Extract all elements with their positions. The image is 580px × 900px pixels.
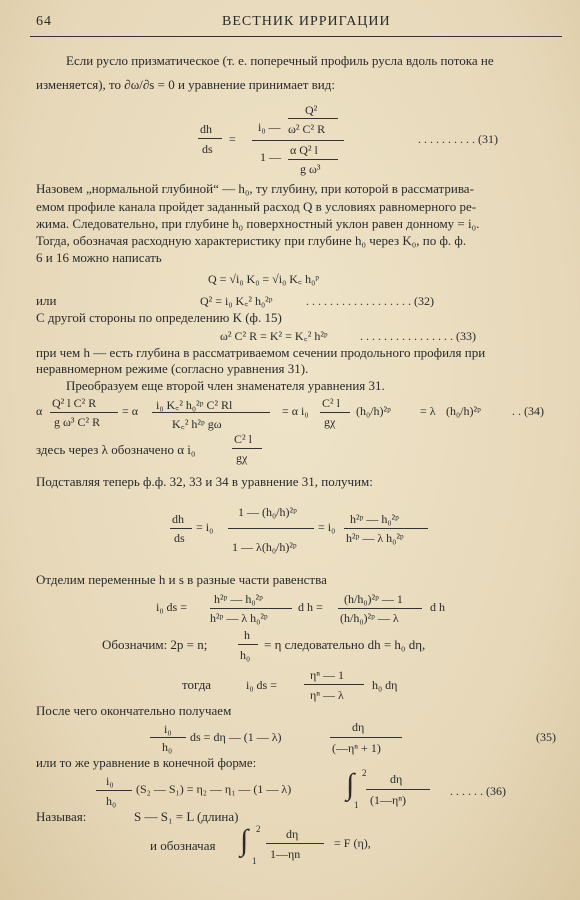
eq31-den-a: 1 — <box>260 150 281 164</box>
p10-num: ηⁿ — 1 <box>310 668 345 682</box>
eq31-den-q: α Q² l <box>290 143 318 157</box>
eq36-num: i₀ <box>106 774 114 788</box>
eqsep-num: h²ᵖ — h₀²ᵖ <box>214 592 263 606</box>
eq36-den: h₀ <box>106 794 117 808</box>
text-line: 6 и 16 можно написать <box>36 250 162 265</box>
text-or: или <box>36 293 57 308</box>
eq36-num2: dη <box>390 772 403 786</box>
eqsub-lhs-num: dh <box>172 512 184 526</box>
eqsub-r-num: h²ᵖ — h₀²ᵖ <box>350 512 399 526</box>
eq36-int-lo: 1 <box>354 800 359 810</box>
eqsep-den2: (h/h₀)²ᵖ — λ <box>340 611 399 625</box>
eq34-f1-den: g ω³ C² R <box>54 415 101 429</box>
eqsep-lhs: i₀ ds = <box>156 600 187 614</box>
eq31-lhs-num: dh <box>200 122 212 136</box>
header-rule <box>30 36 562 37</box>
journal-title: ВЕСТНИК ИРРИГАЦИИ <box>222 14 391 29</box>
eq32-label: . . . . . . . . . . . . . . . . . . (32) <box>306 294 434 308</box>
page-number: 64 <box>36 14 52 29</box>
text-line: = η следовательно dh = h₀ dη, <box>264 637 426 652</box>
eq31-label: . . . . . . . . . . (31) <box>418 132 498 146</box>
eqsep-mid: d h = <box>298 600 323 614</box>
eq35-num2: dη <box>352 720 365 734</box>
text-line: Обозначим: 2p = n; <box>102 637 208 652</box>
text-line: тогда <box>182 677 212 692</box>
eqsep-den: h²ᵖ — λ h₀²ᵖ <box>210 611 268 625</box>
p10-rhs: h₀ dη <box>372 678 398 692</box>
text-line: После чего окончательно получаем <box>36 703 232 718</box>
eq34-eq1: = α <box>122 404 139 418</box>
eqsub-r-den: h²ᵖ — λ h₀²ᵖ <box>346 531 404 545</box>
eq36-int-up: 2 <box>362 768 367 778</box>
eq35-den2: (—ηⁿ + 1) <box>332 741 381 755</box>
text-line: здесь через λ обозначено α i₀ <box>36 442 196 457</box>
text-line: Преобразуем еще второй член знаменателя уравнения 31. <box>66 378 385 393</box>
eq34-paren1: (h₀/h)²ᵖ <box>356 404 391 418</box>
text-line: S — S₁ = L (длина) <box>134 809 239 824</box>
eq34-eq2: = α i₀ <box>282 404 309 418</box>
p9-num: h <box>244 628 250 642</box>
eq34-f2-num: i₀ K꜀² h₀²ᵖ C² Rl <box>156 398 233 412</box>
p10-lhs: i₀ ds = <box>246 678 277 692</box>
eqsub-den: 1 — λ(h₀/h)²ᵖ <box>232 540 297 554</box>
text-line: при чем h — есть глубина в рассматриваемом сечении продольного профиля при <box>36 345 486 360</box>
eq34-f3-den: gχ <box>324 415 336 429</box>
eqsub-eq: = i₀ <box>196 520 214 534</box>
p14-den: 1—ηn <box>270 847 301 861</box>
integral-sign-icon: ∫ <box>240 824 249 857</box>
eq34-alpha: α <box>36 404 43 418</box>
p6-den: gχ <box>236 451 248 465</box>
p10-den: ηⁿ — λ <box>310 688 344 702</box>
eq31-num-q: Q² <box>305 103 318 117</box>
eq31-num-b: ω² C² R <box>288 122 326 136</box>
eqsep-rhs: d h <box>430 600 445 614</box>
eq36-mid: (S₂ — S₁) = η₂ — η₁ — (1 — λ) <box>136 782 292 796</box>
p14-int-up: 2 <box>256 824 261 834</box>
eqsub-lhs-den: ds <box>174 531 185 545</box>
p9-den: h₀ <box>240 648 251 662</box>
text-line: или то же уравнение в конечной форме: <box>36 755 257 770</box>
eq35-mid: ds = dη — (1 — λ) <box>190 730 282 744</box>
text-line: С другой стороны по определению K (ф. 15) <box>36 310 282 325</box>
eq34-label: . . (34) <box>512 404 544 418</box>
eq35-den: h₀ <box>162 740 173 754</box>
text-line: неравномерном режиме (согласно уравнения 31). <box>36 361 309 376</box>
p6-num: C² l <box>234 432 252 446</box>
eq36-den2: (1—ηⁿ) <box>370 793 407 807</box>
eq33-label: . . . . . . . . . . . . . . . . (33) <box>360 329 476 343</box>
eq34-paren2: (h₀/h)²ᵖ <box>446 404 481 418</box>
eq33: ω² C² R = K² = K꜀² h²ᵖ <box>220 329 328 343</box>
eq31-den-b: g ω³ <box>300 162 321 176</box>
text-line: и обозначая <box>150 838 216 853</box>
eq34-f2-den: K꜀² h²ᵖ gω <box>172 417 222 431</box>
text-line: емом профиле канала пройдет заданный расход Q в условиях равномерного ре- <box>36 199 477 214</box>
p14-int-lo: 1 <box>252 856 257 866</box>
eq31-num-a: i₀ — <box>258 120 281 134</box>
eq31-lhs-den: ds <box>202 142 213 156</box>
text-line: жима. Следовательно, при глубине h₀ поверхностный уклон равен донному = i₀. <box>36 216 480 231</box>
eqsub-eq2: = i₀ <box>318 520 336 534</box>
text-line: Тогда, обозначая расходную характеристику при глубине h₀ через K₀, по ф. ф. <box>36 233 467 248</box>
eq34-eq3: = λ <box>420 404 436 418</box>
eq32: Q² = i₀ K꜀² h₀²ᵖ <box>200 294 273 308</box>
eqsep-num2: (h/h₀)²ᵖ — 1 <box>344 592 403 606</box>
journal-page: 64 ВЕСТНИК ИРРИГАЦИИ Если русло призматическое (т. е. поперечный профиль русла вдоль потока не изменяется), то ∂ω/∂s = 0 и уравнение принимает вид: dh ds = i₀ — Q² ω² C² R 1 — α Q² l g ω³ . . . . . . . . . . (31) Назовем „нормальной глубиной“ — h₀, ту глубину, при которой в рассматрива- емом профиле канала пройдет заданный расход Q в условиях равномерного ре- жима. Следовательно, при глубине h₀ поверхностный уклон равен донному = i₀. Тогда, обозначая расходную характеристику при глубине h₀ через K₀, по ф. ф. 6 и 16 можно написать Q = √i₀ K₀ = √i₀ K꜀ h₀ᵖ или Q² = i₀ K꜀² h₀²ᵖ . . . . . . . . . . . . . . . . . . (32) С другой стороны по определению K (ф. 15) ω² C² R = K² = K꜀² h²ᵖ . . . . . . . . . . . . . . . . (33) при чем h — есть глубина в рассматриваемом сечении продольного профиля при неравномерном режиме (согласно уравнения 31). Преобразуем еще второй член знаменателя уравнения 31. α Q² l C² R g ω³ C² R = α i₀ K꜀² h₀²ᵖ C² Rl K꜀² h²ᵖ gω = α i₀ C² l gχ (h₀/h)²ᵖ = λ (h₀/h)²ᵖ . . (34) здесь через λ обозначено α i₀ C² l gχ Подставляя теперь ф.ф. 32, 33 и 34 в уравнение 31, получим: dh ds = i₀ 1 — (h₀/h)²ᵖ 1 — λ(h₀/h)²ᵖ = i₀ h²ᵖ — h₀²ᵖ h²ᵖ — λ h₀²ᵖ Отделим переменные h и s в разные части равенства i₀ ds = h²ᵖ — h₀²ᵖ h²ᵖ — λ h₀²ᵖ d h = (h/h₀)²ᵖ — 1 (h/h₀)²ᵖ — λ d h Обозначим: 2p = n; h h₀ = η следовательно dh = h₀ dη, тогда i₀ ds = ηⁿ — 1 ηⁿ — λ h₀ dη После чего окончательно получаем i₀ h₀ ds = dη — (1 — λ) dη (—ηⁿ + 1) (35) или то же уравнение в конечной форме: i₀ h₀ (S₂ — S₁) = η₂ — η₁ — (1 — λ) ∫ 2 1 dη (1—ηⁿ) . . . . . . (36) Называя: S — S₁ = L (длина) и обозначая ∫ 2 1 dη 1—ηn = F (η), <box>0 0 580 900</box>
eq34-f3-num: C² l <box>322 396 340 410</box>
text-line: Называя: <box>36 809 87 824</box>
eq35-label: (35) <box>536 730 556 744</box>
text-line: Если русло призматическое (т. е. поперечный профиль русла вдоль потока не <box>66 53 494 68</box>
text-line: Отделим переменные h и s в разные части равенства <box>36 572 327 587</box>
p14-num: dη <box>286 827 299 841</box>
eq35-num: i₀ <box>164 722 172 736</box>
p14-rhs: = F (η), <box>334 836 371 850</box>
text-line: Назовем „нормальной глубиной“ — h₀, ту глубину, при которой в рассматрива- <box>36 181 474 196</box>
eq36-label: . . . . . . (36) <box>450 784 506 798</box>
text-line: Подставляя теперь ф.ф. 32, 33 и 34 в уравнение 31, получим: <box>36 474 373 489</box>
eq-q: Q = √i₀ K₀ = √i₀ K꜀ h₀ᵖ <box>208 272 319 286</box>
integral-sign-icon: ∫ <box>346 768 355 801</box>
eqsub-num: 1 — (h₀/h)²ᵖ <box>238 505 297 519</box>
text-line: изменяется), то ∂ω/∂s = 0 и уравнение принимает вид: <box>36 77 335 92</box>
eq34-f1-num: Q² l C² R <box>52 396 97 410</box>
